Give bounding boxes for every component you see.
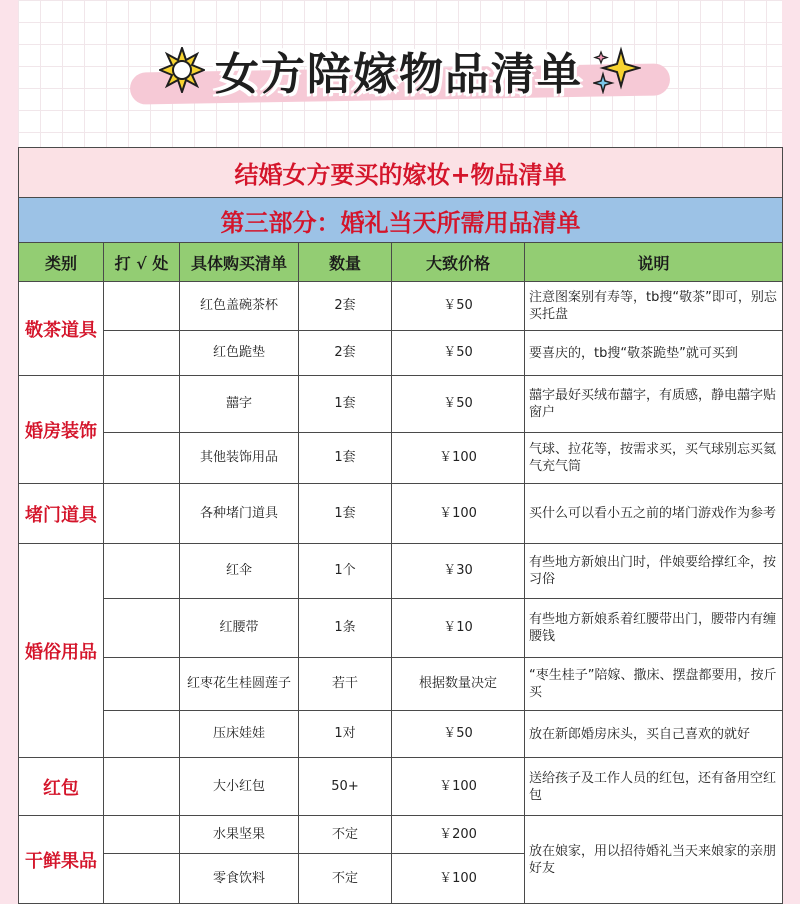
banner-title: 结婚女方要买的嫁妆+物品清单 (19, 148, 783, 198)
item-cell: 零食饮料 (180, 854, 299, 904)
category-cell: 堵门道具 (19, 484, 104, 544)
price-cell: ￥50 (392, 282, 525, 331)
qty-cell: 1套 (299, 484, 392, 544)
category-cell: 红包 (19, 758, 104, 816)
category-cell: 婚俗用品 (19, 544, 104, 758)
table-row (19, 544, 783, 599)
price-cell: ￥200 (392, 816, 525, 854)
note-cell: 有些地方新娘出门时，伴娘要给撑红伞，按习俗 (525, 544, 783, 599)
item-cell: 红色跪垫 (180, 331, 299, 376)
check-cell[interactable] (104, 758, 180, 816)
note-cell: “枣生桂子”陪嫁、撒床、摆盘都要用，按斤买 (525, 658, 783, 711)
table-row (19, 331, 783, 376)
category-cell: 敬茶道具 (19, 282, 104, 376)
item-cell: 水果坚果 (180, 816, 299, 854)
qty-cell: 1套 (299, 376, 392, 433)
item-cell: 红色盖碗茶杯 (180, 282, 299, 331)
item-cell: 红枣花生桂圆莲子 (180, 658, 299, 711)
table-row (19, 282, 783, 331)
price-cell: 根据数量决定 (392, 658, 525, 711)
check-cell[interactable] (104, 484, 180, 544)
price-cell: ￥100 (392, 484, 525, 544)
table-row (19, 658, 783, 711)
note-cell: 放在新郎婚房床头，买自己喜欢的就好 (525, 711, 783, 758)
note-cell: 送给孩子及工作人员的红包，还有备用空红包 (525, 758, 783, 816)
item-cell: 大小红包 (180, 758, 299, 816)
price-cell: ￥30 (392, 544, 525, 599)
note-cell: 买什么可以看小五之前的堵门游戏作为参考 (525, 484, 783, 544)
header-item: 具体购买清单 (180, 243, 299, 282)
check-cell[interactable] (104, 433, 180, 484)
qty-cell: 2套 (299, 331, 392, 376)
table-row (19, 376, 783, 433)
shopping-list-table (18, 147, 783, 904)
header-price: 大致价格 (392, 243, 525, 282)
section-title: 第三部分：婚礼当天所需用品清单 (19, 198, 783, 243)
header-note: 说明 (525, 243, 783, 282)
qty-cell: 2套 (299, 282, 392, 331)
note-cell: 注意图案别有寿等，tb搜“敬茶”即可，别忘买托盘 (525, 282, 783, 331)
check-cell[interactable] (104, 331, 180, 376)
item-cell: 各种堵门道具 (180, 484, 299, 544)
check-cell[interactable] (104, 854, 180, 904)
section-row (19, 198, 783, 243)
qty-cell: 不定 (299, 854, 392, 904)
qty-cell: 1条 (299, 599, 392, 658)
item-cell: 红伞 (180, 544, 299, 599)
banner-row (19, 148, 783, 198)
price-cell: ￥100 (392, 758, 525, 816)
header-qty: 数量 (299, 243, 392, 282)
check-cell[interactable] (104, 711, 180, 758)
qty-cell: 1套 (299, 433, 392, 484)
check-cell[interactable] (104, 816, 180, 854)
note-cell: 气球、拉花等，按需求买，买气球别忘买氦气充气筒 (525, 433, 783, 484)
table-row (19, 816, 783, 854)
price-cell: ￥50 (392, 376, 525, 433)
table-row (19, 758, 783, 816)
category-cell: 干鲜果品 (19, 816, 104, 904)
item-cell: 红腰带 (180, 599, 299, 658)
price-cell: ￥50 (392, 331, 525, 376)
check-cell[interactable] (104, 282, 180, 331)
page-title (159, 38, 641, 102)
table-row (19, 711, 783, 758)
qty-cell: 若干 (299, 658, 392, 711)
item-cell: 囍字 (180, 376, 299, 433)
note-cell: 放在娘家，用以招待婚礼当天来娘家的亲朋好友 (525, 816, 783, 904)
price-cell: ￥50 (392, 711, 525, 758)
header-check: 打 √ 处 (104, 243, 180, 282)
note-cell: 有些地方新娘系着红腰带出门，腰带内有缠腰钱 (525, 599, 783, 658)
header-row (19, 243, 783, 282)
qty-cell: 1个 (299, 544, 392, 599)
sun-icon (159, 47, 205, 93)
qty-cell: 1对 (299, 711, 392, 758)
note-cell: 要喜庆的，tb搜“敬茶跪垫”就可买到 (525, 331, 783, 376)
price-cell: ￥10 (392, 599, 525, 658)
check-cell[interactable] (104, 376, 180, 433)
title-text: 女方陪嫁物品清单 (215, 49, 583, 100)
note-cell: 囍字最好买绒布囍字，有质感，静电囍字贴窗户 (525, 376, 783, 433)
table-row (19, 599, 783, 658)
check-cell[interactable] (104, 599, 180, 658)
price-cell: ￥100 (392, 854, 525, 904)
table-row (19, 433, 783, 484)
category-cell: 婚房装饰 (19, 376, 104, 484)
price-cell: ￥100 (392, 433, 525, 484)
qty-cell: 50+ (299, 758, 392, 816)
header-category: 类别 (19, 243, 104, 282)
qty-cell: 不定 (299, 816, 392, 854)
check-cell[interactable] (104, 544, 180, 599)
title-area (0, 0, 800, 140)
sparkle-icon (593, 46, 641, 94)
table-row (19, 484, 783, 544)
item-cell: 压床娃娃 (180, 711, 299, 758)
item-cell: 其他装饰用品 (180, 433, 299, 484)
check-cell[interactable] (104, 658, 180, 711)
